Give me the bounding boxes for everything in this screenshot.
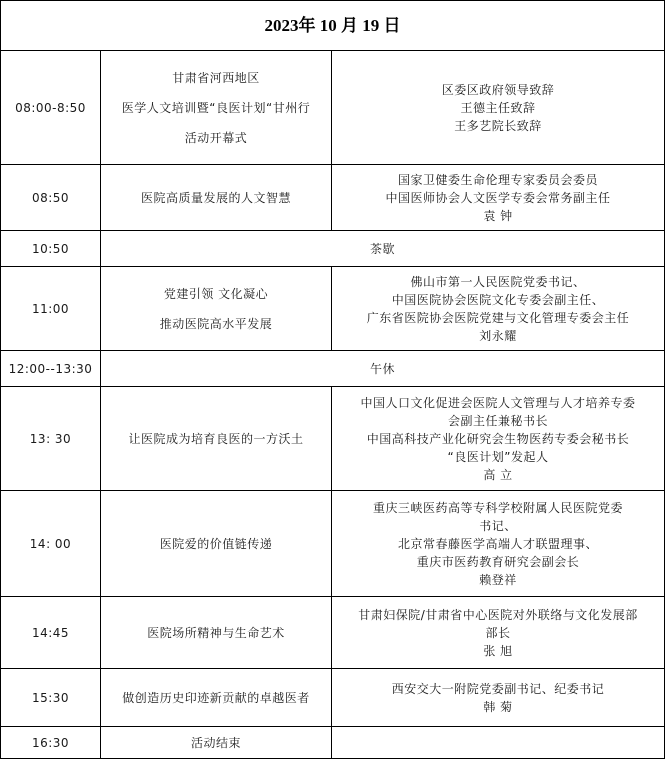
speaker-line: 韩 菊: [483, 699, 513, 714]
speaker-line: 国家卫健委生命伦理专家委员会委员: [398, 172, 599, 187]
schedule-row: [1, 51, 665, 165]
topic-line: 医院高质量发展的人文智慧: [140, 190, 291, 205]
topic-line: 活动开幕式: [184, 130, 248, 145]
time-cell: 15:30: [1, 669, 101, 727]
speaker-cell: [332, 669, 665, 727]
speaker-line: 中国人口文化促进会医院人文管理与人才培养专委: [360, 395, 636, 410]
speaker-line: 书记、: [479, 518, 517, 533]
topic-line: 医院爱的价值链传递: [159, 536, 273, 551]
speaker-cell: [332, 727, 665, 759]
topic-line: 做创造历史印迹新贡献的卓越医者: [122, 690, 310, 705]
schedule-row: [1, 597, 665, 669]
topic-cell: [101, 165, 332, 231]
speaker-line: 张 旭: [483, 643, 513, 658]
topic-cell: [101, 491, 332, 597]
schedule-row: [1, 491, 665, 597]
topic-line: 让医院成为培育良医的一方沃土: [128, 431, 304, 446]
speaker-line: 赖登祥: [479, 572, 517, 587]
speaker-line: 刘永耀: [479, 328, 517, 343]
speaker-line: 中国高科技产业化研究会生物医药专委会秘书长: [366, 431, 630, 446]
speaker-line: 佛山市第一人民医院党委书记、: [410, 274, 586, 289]
schedule-row: [1, 231, 665, 267]
speaker-cell: [332, 267, 665, 351]
schedule-row: [1, 351, 665, 387]
speaker-line: 袁 钟: [483, 208, 513, 223]
time-cell: 14:45: [1, 597, 101, 669]
speaker-line: 中国医院协会医院文化专委会副主任、: [391, 292, 605, 307]
speaker-line: 中国医师协会人文医学专委会常务副主任: [385, 190, 611, 205]
topic-cell: [101, 387, 332, 491]
topic-line: 党建引领 文化凝心: [163, 286, 269, 301]
speaker-line: 重庆市医药教育研究会副会长: [416, 554, 580, 569]
break-cell: 午休: [101, 351, 665, 387]
time-cell: 11:00: [1, 267, 101, 351]
topic-line: 活动结束: [190, 735, 241, 750]
speaker-cell: [332, 597, 665, 669]
speaker-line: 部长: [485, 625, 511, 640]
speaker-cell: [332, 165, 665, 231]
topic-line: 推动医院高水平发展: [159, 316, 273, 331]
topic-line: 甘肃省河西地区: [172, 70, 260, 85]
speaker-line: “良医计划”发起人: [447, 449, 549, 464]
schedule-row: [1, 727, 665, 759]
time-cell: 10:50: [1, 231, 101, 267]
break-cell: 茶歇: [101, 231, 665, 267]
speaker-line: 北京常春藤医学高端人才联盟理事、: [398, 536, 599, 551]
topic-line: 医学人文培训暨“良医计划“甘州行: [121, 100, 311, 115]
topic-cell: [101, 669, 332, 727]
schedule-row: [1, 165, 665, 231]
topic-cell: [101, 597, 332, 669]
time-cell: 08:00-8:50: [1, 51, 101, 165]
topic-cell: [101, 267, 332, 351]
schedule-row: [1, 387, 665, 491]
speaker-line: 王多艺院长致辞: [454, 118, 542, 133]
time-cell: 16:30: [1, 727, 101, 759]
speaker-cell: [332, 51, 665, 165]
speaker-line: 甘肃妇保院/甘肃省中心医院对外联络与文化发展部: [358, 607, 638, 622]
topic-cell: [101, 727, 332, 759]
speaker-line: 王德主任致辞: [460, 100, 536, 115]
speaker-line: 广东省医院协会医院党建与文化管理专委会主任: [366, 310, 630, 325]
schedule-row: [1, 669, 665, 727]
speaker-line: 西安交大一附院党委副书记、纪委书记: [391, 681, 605, 696]
speaker-line: 高 立: [483, 467, 513, 482]
time-cell: 14: 00: [1, 491, 101, 597]
time-cell: 12:00--13:30: [1, 351, 101, 387]
schedule-row: [1, 267, 665, 351]
topic-cell: [101, 51, 332, 165]
speaker-line: 重庆三峡医药高等专科学校附属人民医院党委: [373, 500, 624, 515]
time-cell: 08:50: [1, 165, 101, 231]
topic-line: 医院场所精神与生命艺术: [147, 625, 285, 640]
speaker-cell: [332, 387, 665, 491]
schedule-title: 2023年 10 月 19 日: [1, 1, 665, 51]
speaker-line: 区委区政府领导致辞: [441, 82, 555, 97]
speaker-cell: [332, 491, 665, 597]
speaker-line: 会副主任兼秘书长: [448, 413, 549, 428]
time-cell: 13: 30: [1, 387, 101, 491]
